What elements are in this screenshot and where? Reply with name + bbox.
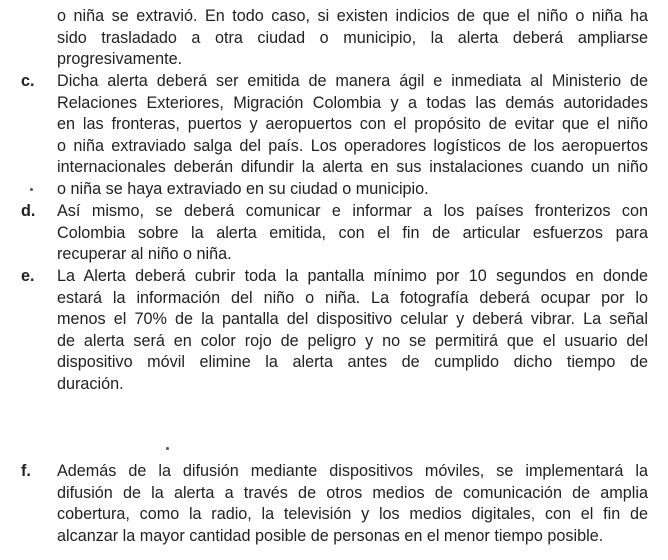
text-line: o niña extraviado salga del país. Los operadores logísticos de los aeropuertos bbox=[57, 136, 648, 155]
text-line: progresivamente. bbox=[57, 50, 183, 69]
text-line: difusión de la alerta a través de otros medios de comunicación de amplia bbox=[57, 483, 648, 502]
text-line: Así mismo, se deberá comunicar e informar a los países fronterizos con bbox=[57, 202, 648, 220]
item-c-label: c. bbox=[21, 72, 35, 90]
text-line: Colombia sobre la alerta emitida, con el fin de articular esfuerzos para bbox=[57, 223, 648, 242]
item-d-paragraph bbox=[57, 201, 648, 266]
text-line: Además de la difusión mediante dispositivos móviles, se implementará la bbox=[57, 462, 648, 480]
text-line: de alerta será en color rojo de peligro y no se permitirá que el usuario del bbox=[57, 331, 648, 350]
text-line: sido trasladado a otra ciudad o municipio, la alerta deberá ampliarse bbox=[57, 28, 648, 47]
text-line: en las fronteras, puertos y aeropuertos con el propósito de evitar que el niño bbox=[57, 115, 648, 134]
text-line: Relaciones Exteriores, Migración Colombia y a todas las demás autoridades bbox=[57, 93, 648, 112]
item-f-paragraph bbox=[57, 461, 648, 547]
text-line: alcanzar la mayor cantidad posible de personas en el menor tiempo posible. bbox=[57, 526, 604, 545]
scan-speck bbox=[30, 188, 33, 191]
item-f-label: f. bbox=[21, 462, 31, 480]
text-line: menos el 70% de la pantalla del dispositivo celular y deberá vibrar. La señal bbox=[57, 310, 648, 329]
item-d-label: d. bbox=[21, 202, 36, 220]
text-line: estará la información del niño o niña. La fotografía deberá ocupar por lo bbox=[57, 288, 648, 307]
text-line: o niña se extravió. En todo caso, si existen indicios de que el niño o niña ha bbox=[57, 7, 648, 25]
text-line: recuperar al niño o niña. bbox=[57, 245, 232, 264]
item-e-paragraph bbox=[57, 266, 648, 396]
text-line: Dicha alerta deberá ser emitida de manera ágil e inmediata al Ministerio de bbox=[57, 72, 648, 90]
item-c-paragraph bbox=[57, 71, 648, 201]
text-line: internacionales deberán difundir la alerta en sus instalaciones cuando un niño bbox=[57, 158, 648, 177]
item-e-label: e. bbox=[21, 267, 35, 285]
text-line: cobertura, como la radio, la televisión y los medios digitales, con el fin de bbox=[57, 505, 648, 524]
scan-speck bbox=[166, 447, 169, 450]
text-line: dispositivo móvil elimine la alerta antes de cumplido dicho tiempo de bbox=[57, 353, 648, 372]
text-line: o niña se haya extraviado en su ciudad o municipio. bbox=[57, 179, 429, 198]
text-line: duración. bbox=[57, 374, 124, 393]
text-line: La Alerta deberá cubrir toda la pantalla mínimo por 10 segundos en donde bbox=[57, 267, 648, 285]
intro-paragraph bbox=[57, 6, 648, 71]
